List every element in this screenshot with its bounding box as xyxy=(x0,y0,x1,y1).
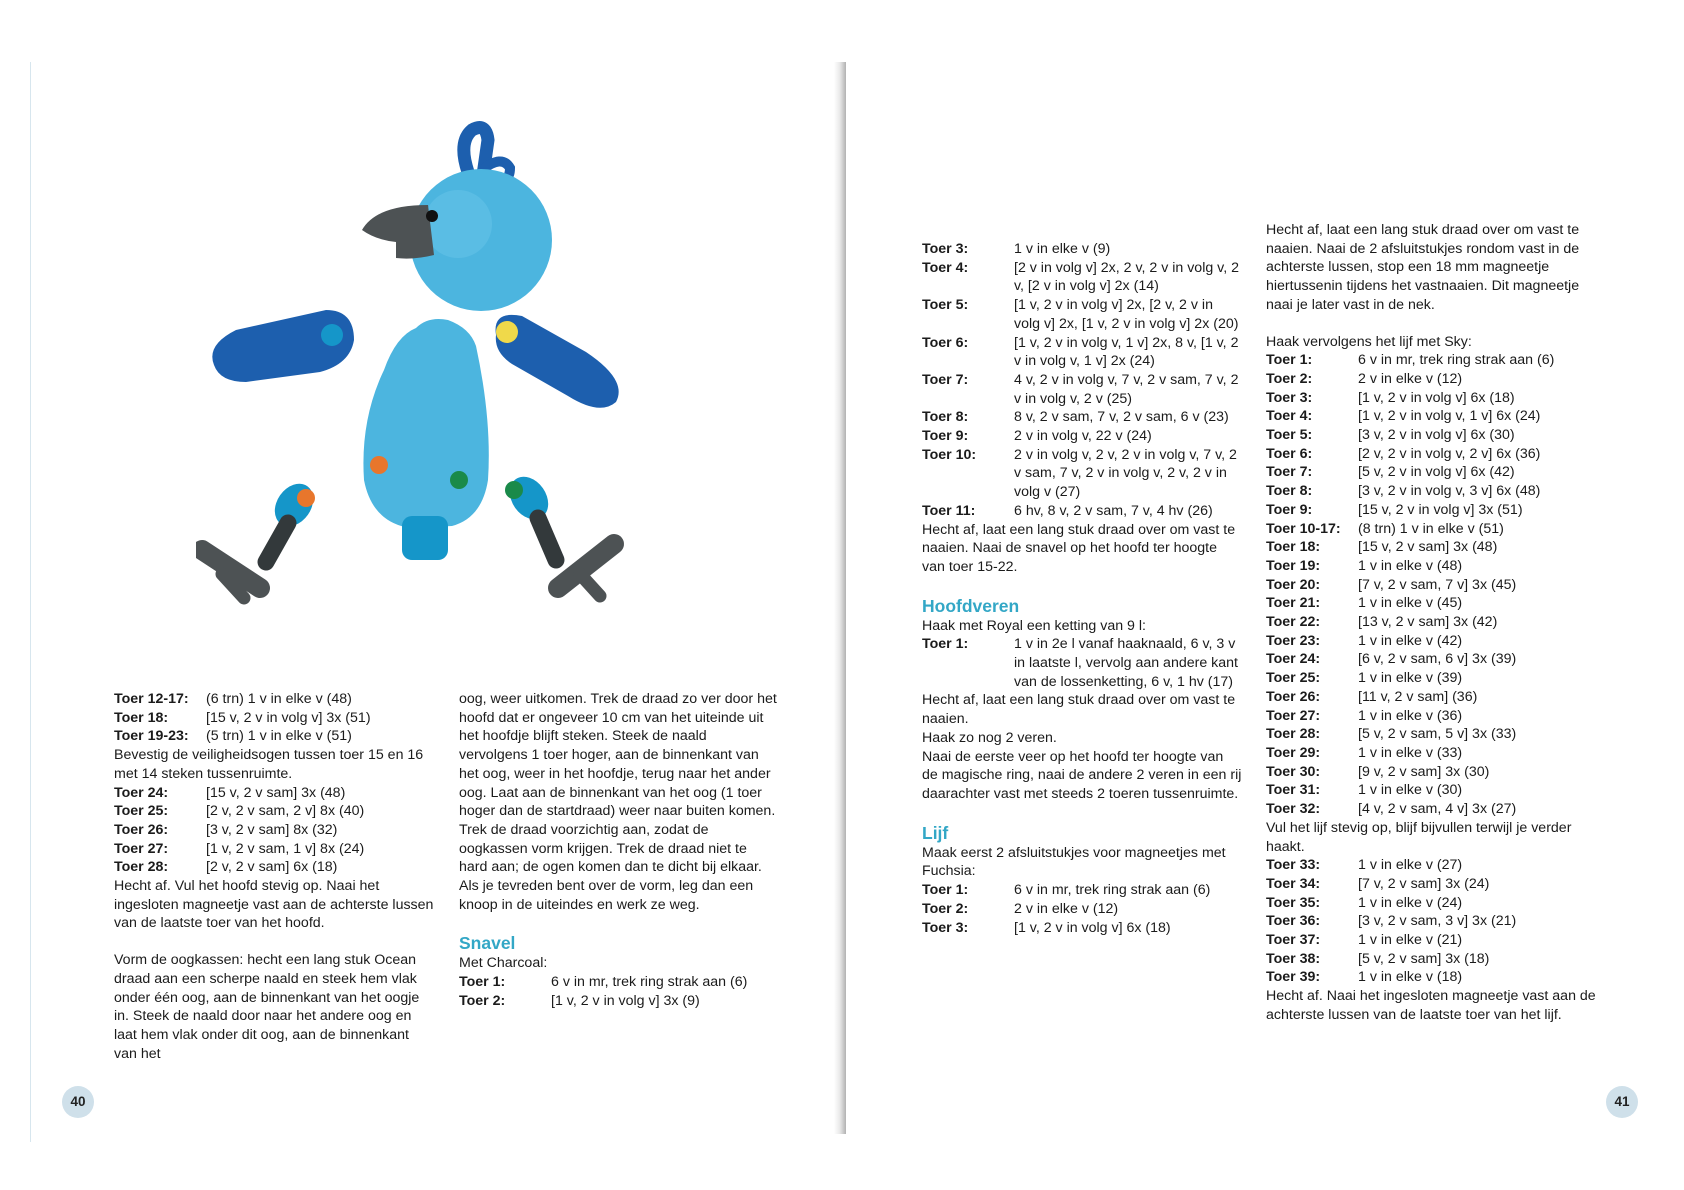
parrot-eye xyxy=(426,210,438,222)
instruction-row xyxy=(1266,725,1598,744)
instruction-row xyxy=(922,919,1242,938)
round-label: Toer 29: xyxy=(1266,744,1321,761)
round-label: Toer 27: xyxy=(1266,707,1321,724)
paragraph: Met Charcoal: xyxy=(459,955,548,972)
right-page xyxy=(846,0,1684,1190)
round-instruction: [2 v, 2 v in volg v, 2 v] 6x (36) xyxy=(1358,445,1541,462)
pattern-column-2 xyxy=(459,690,779,1011)
round-label: Toer 4: xyxy=(1266,408,1313,425)
instruction-row xyxy=(1266,370,1598,389)
round-label: Toer 5: xyxy=(1266,427,1313,444)
instruction-row xyxy=(1266,744,1598,763)
round-instruction: [7 v, 2 v sam, 7 v] 3x (45) xyxy=(1358,576,1517,593)
instruction-row xyxy=(1266,669,1598,688)
round-instruction: (5 trn) 1 v in elke v (51) xyxy=(206,728,352,745)
round-label: Toer 11: xyxy=(922,502,976,519)
round-label: Toer 24: xyxy=(1266,651,1321,668)
round-instruction: (8 trn) 1 v in elke v (51) xyxy=(1358,520,1504,537)
round-instruction: 1 v in elke v (33) xyxy=(1358,744,1463,761)
round-instruction: [3 v, 2 v in volg v] 6x (30) xyxy=(1358,427,1515,444)
round-label: Toer 8: xyxy=(922,409,969,426)
instruction-row xyxy=(1266,445,1598,464)
round-instruction: [4 v, 2 v sam, 4 v] 3x (27) xyxy=(1358,801,1517,818)
round-instruction: 8 v, 2 v sam, 7 v, 2 v sam, 6 v (23) xyxy=(1014,409,1229,426)
instruction-row xyxy=(1266,407,1598,426)
instruction-row xyxy=(114,858,434,877)
paragraph: Maak eerst 2 afsluitstukjes voor magneetjes met Fuchsia: xyxy=(922,844,1226,880)
instruction-row xyxy=(1266,557,1598,576)
instruction-row xyxy=(114,784,434,803)
spacer xyxy=(1266,315,1598,333)
round-label: Toer 25: xyxy=(114,803,169,820)
round-label: Toer 3: xyxy=(922,919,969,936)
left-leg xyxy=(202,476,321,598)
paragraph: Vul het lijf stevig op, blijf bijvullen terwijl je verder haakt. xyxy=(1266,819,1572,855)
round-label: Toer 34: xyxy=(1266,875,1321,892)
round-label: Toer 32: xyxy=(1266,801,1321,818)
round-instruction: [9 v, 2 v sam] 3x (30) xyxy=(1358,763,1490,780)
paragraph: Hecht af. Naai het ingesloten magneetje vast aan de achterste lussen van de laatste toer van het lijf. xyxy=(1266,988,1596,1023)
section-heading: Hoofdveren xyxy=(922,595,1020,616)
page-number-right: 41 xyxy=(1606,1086,1638,1118)
paragraph: Haak zo nog 2 veren. xyxy=(922,729,1057,746)
page-edge-line xyxy=(30,62,31,1142)
paragraph: Haak met Royal een ketting van 9 l: xyxy=(922,617,1146,634)
round-instruction: (6 trn) 1 v in elke v (48) xyxy=(206,691,352,707)
instruction-row xyxy=(1266,463,1598,482)
instruction-row xyxy=(1266,426,1598,445)
pattern-column-4 xyxy=(1266,221,1598,1025)
paragraph: Hecht af, laat een lang stuk draad over om vast te naaien. Naai de snavel op het hoofd ter hoogte van toer 15-22. xyxy=(922,521,1236,575)
round-instruction: [15 v, 2 v sam] 3x (48) xyxy=(1358,539,1498,556)
page-number-left: 40 xyxy=(62,1086,94,1118)
instruction-row xyxy=(114,709,434,728)
paragraph: Hecht af, laat een lang stuk draad over om vast te naaien. Naai de 2 afsluitstukjes rondom vast in de achterste lussen, stop een 18 mm magneetje hiertussenin tijdens het vastnaaien. Dit magneetje naai je later vast in de nek. xyxy=(1266,222,1580,313)
round-instruction: [1 v, 2 v in volg v, 1 v] 6x (24) xyxy=(1358,408,1541,425)
round-label: Toer 7: xyxy=(1266,464,1313,481)
paragraph: Haak vervolgens het lijf met Sky: xyxy=(1266,333,1472,350)
round-label: Toer 10-17: xyxy=(1266,520,1341,537)
round-label: Toer 39: xyxy=(1266,969,1321,986)
instruction-row xyxy=(1266,875,1598,894)
round-label: Toer 23: xyxy=(1266,632,1321,649)
round-instruction: 1 v in elke v (39) xyxy=(1358,670,1463,687)
paragraph: Bevestig de veiligheidsogen tussen toer 15 en 16 met 14 steken tussenruimte. xyxy=(114,747,424,782)
round-label: Toer 38: xyxy=(1266,950,1321,967)
round-label: Toer 21: xyxy=(1266,595,1321,612)
round-instruction: 6 v in mr, trek ring strak aan (6) xyxy=(1014,882,1211,899)
round-instruction: [15 v, 2 v sam] 3x (48) xyxy=(206,784,346,801)
round-instruction: 6 hv, 8 v, 2 v sam, 7 v, 4 hv (26) xyxy=(1014,502,1213,519)
round-label: Toer 26: xyxy=(1266,688,1321,705)
instruction-row xyxy=(459,973,779,992)
instruction-row xyxy=(1266,968,1598,987)
instruction-row xyxy=(922,259,1242,296)
round-label: Toer 19-23: xyxy=(114,728,189,745)
round-instruction: [1 v, 2 v in volg v] 6x (18) xyxy=(1358,389,1515,406)
round-label: Toer 1: xyxy=(922,636,969,653)
round-instruction: [1 v, 2 v in volg v] 2x, [2 v, 2 v in volg v] 2x, [1 v, 2 v in volg v] 2x (20) xyxy=(1014,297,1239,332)
round-label: Toer 30: xyxy=(1266,763,1321,780)
round-label: Toer 5: xyxy=(922,297,969,314)
round-instruction: 4 v, 2 v in volg v, 7 v, 2 v sam, 7 v, 2 v in volg v, 2 v (25) xyxy=(1014,371,1239,407)
right-wing xyxy=(496,315,619,408)
round-label: Toer 24: xyxy=(114,784,169,801)
round-label: Toer 10: xyxy=(922,446,977,463)
round-label: Toer 7: xyxy=(922,371,969,388)
round-instruction: [3 v, 2 v sam, 3 v] 3x (21) xyxy=(1358,913,1517,930)
instruction-row xyxy=(114,690,434,709)
round-label: Toer 9: xyxy=(1266,501,1313,518)
instruction-row xyxy=(1266,594,1598,613)
round-instruction: 1 v in elke v (48) xyxy=(1358,557,1463,574)
instruction-row xyxy=(1266,800,1598,819)
round-instruction: [5 v, 2 v sam] 3x (18) xyxy=(1358,950,1490,967)
round-instruction: 1 v in elke v (9) xyxy=(1014,241,1111,257)
round-instruction: 1 v in 2e l vanaf haaknaald, 6 v, 3 v in laatste l, vervolg aan andere kant van de lossenketting, 6 v, 1 hv (17) xyxy=(1014,636,1238,690)
round-instruction: 2 v in volg v, 2 v, 2 v in volg v, 7 v, 2 v sam, 7 v, 2 v in volg v, 2 v, 2 v in volg v (27) xyxy=(1014,446,1237,501)
instruction-row xyxy=(114,840,434,859)
instruction-row xyxy=(922,334,1242,371)
round-label: Toer 37: xyxy=(1266,932,1321,949)
instruction-row xyxy=(922,408,1242,427)
round-label: Toer 25: xyxy=(1266,670,1321,687)
round-label: Toer 35: xyxy=(1266,894,1321,911)
round-instruction: [15 v, 2 v in volg v] 3x (51) xyxy=(206,709,371,726)
paragraph: Hecht af. Vul het hoofd stevig op. Naai het ingesloten magneetje vast aan de achterste lussen van de laatste toer van het hoofd. xyxy=(114,878,434,932)
round-instruction: [2 v, 2 v sam, 2 v] 8x (40) xyxy=(206,803,365,820)
instruction-row xyxy=(922,427,1242,446)
section-heading: Lijf xyxy=(922,822,949,843)
round-instruction: 2 v in volg v, 22 v (24) xyxy=(1014,428,1152,445)
round-label: Toer 1: xyxy=(459,974,506,991)
round-instruction: 6 v in mr, trek ring strak aan (6) xyxy=(551,974,748,991)
round-label: Toer 18: xyxy=(114,709,169,726)
pattern-column-1 xyxy=(114,690,434,1063)
round-instruction: [6 v, 2 v sam, 6 v] 3x (39) xyxy=(1358,651,1517,668)
round-instruction: 1 v in elke v (30) xyxy=(1358,782,1463,799)
round-label: Toer 28: xyxy=(114,859,169,876)
instruction-row xyxy=(1266,950,1598,969)
round-label: Toer 26: xyxy=(114,821,169,838)
round-instruction: [2 v in volg v] 2x, 2 v, 2 v in volg v, 2 v, [2 v in volg v] 2x (14) xyxy=(1014,259,1239,295)
round-label: Toer 19: xyxy=(1266,557,1321,574)
round-label: Toer 27: xyxy=(114,840,169,857)
round-label: Toer 28: xyxy=(1266,726,1321,743)
paragraph: Vorm de oogkassen: hecht een lang stuk Ocean draad aan een scherpe naald en steek hem vlak onder één oog, aan de binnenkant van het oogje in. Steek de naald door naar het andere oog en laat hem vlak onder dit oog, aan de binnenkant van het xyxy=(114,952,420,1062)
instruction-row xyxy=(922,635,1242,691)
paragraph: Naai de eerste veer op het hoofd ter hoogte van de magische ring, naai de andere 2 veren in een rij daarachter vast met steeds 2 toeren tussenruimte. xyxy=(922,748,1242,802)
round-instruction: [1 v, 2 v in volg v, 1 v] 2x, 8 v, [1 v, 2 v in volg v, 1 v] 2x (24) xyxy=(1014,334,1239,370)
instruction-row xyxy=(1266,931,1598,950)
round-instruction: [3 v, 2 v sam] 8x (32) xyxy=(206,821,338,838)
instruction-row xyxy=(1266,781,1598,800)
round-instruction: 1 v in elke v (45) xyxy=(1358,595,1463,612)
instruction-row xyxy=(1266,538,1598,557)
instruction-row xyxy=(922,240,1242,259)
instruction-row xyxy=(114,802,434,821)
round-label: Toer 31: xyxy=(1266,782,1321,799)
round-instruction: [1 v, 2 v in volg v] 6x (18) xyxy=(1014,919,1171,936)
instruction-row xyxy=(1266,613,1598,632)
instruction-row xyxy=(1266,707,1598,726)
round-label: Toer 8: xyxy=(1266,483,1313,500)
right-leg xyxy=(502,469,614,596)
instruction-row xyxy=(922,446,1242,502)
paragraph: oog, weer uitkomen. Trek de draad zo ver door het hoofd dat er ongeveer 10 cm van het uiteinde uit het hoofdje blijft steken. Steek de naald vervolgens 1 toer hoger, aan de binnenkant van het oog, weer in het hoofdje, terug naar het ander oog. Laat aan de binnenkant van het oog (1 toer hoger dan de startdraad) weer naar buiten komen. Trek de draad voorzichtig aan, zodat de oogkassen vorm krijgen. Trek de draad niet te hard aan; de ogen komen dan te dicht bij elkaar. Als je tevreden bent over de vorm, leg dan een knoop in de uiteindes en werk ze weg. xyxy=(459,691,777,913)
round-label: Toer 4: xyxy=(922,259,969,276)
instruction-row xyxy=(1266,688,1598,707)
instruction-row xyxy=(922,900,1242,919)
round-instruction: 1 v in elke v (27) xyxy=(1358,857,1463,874)
round-label: Toer 2: xyxy=(1266,370,1313,387)
section-heading: Snavel xyxy=(459,933,516,954)
round-instruction: [11 v, 2 v sam] (36) xyxy=(1358,688,1478,705)
round-instruction: [5 v, 2 v in volg v] 6x (42) xyxy=(1358,464,1515,481)
round-instruction: [3 v, 2 v in volg v, 3 v] 6x (48) xyxy=(1358,483,1541,500)
round-instruction: 1 v in elke v (21) xyxy=(1358,932,1463,949)
round-instruction: 6 v in mr, trek ring strak aan (6) xyxy=(1358,352,1555,369)
round-instruction: 1 v in elke v (24) xyxy=(1358,894,1463,911)
round-label: Toer 22: xyxy=(1266,614,1321,631)
instruction-row xyxy=(1266,351,1598,370)
round-label: Toer 3: xyxy=(1266,389,1313,406)
round-label: Toer 2: xyxy=(459,992,506,1009)
instruction-row xyxy=(1266,520,1598,539)
spacer xyxy=(459,914,779,932)
instruction-row xyxy=(1266,650,1598,669)
parrot-body xyxy=(363,319,488,560)
round-label: Toer 20: xyxy=(1266,576,1321,593)
round-instruction: [13 v, 2 v sam] 3x (42) xyxy=(1358,614,1498,631)
round-label: Toer 3: xyxy=(922,241,969,257)
parrot-beak xyxy=(362,205,434,259)
round-label: Toer 2: xyxy=(922,900,969,917)
round-instruction: 1 v in elke v (42) xyxy=(1358,632,1463,649)
instruction-row xyxy=(1266,576,1598,595)
instruction-row xyxy=(459,992,779,1011)
instruction-row xyxy=(1266,389,1598,408)
round-instruction: [5 v, 2 v sam, 5 v] 3x (33) xyxy=(1358,726,1517,743)
round-instruction: 1 v in elke v (18) xyxy=(1358,969,1463,986)
spacer xyxy=(922,804,1242,822)
round-instruction: 2 v in elke v (12) xyxy=(1014,900,1119,917)
round-label: Toer 36: xyxy=(1266,913,1321,930)
round-label: Toer 6: xyxy=(1266,445,1313,462)
pattern-column-3 xyxy=(922,240,1242,937)
instruction-row xyxy=(922,881,1242,900)
instruction-row xyxy=(922,296,1242,333)
round-label: Toer 33: xyxy=(1266,857,1321,874)
instruction-row xyxy=(1266,894,1598,913)
round-instruction: [15 v, 2 v in volg v] 3x (51) xyxy=(1358,501,1523,518)
instruction-row xyxy=(1266,482,1598,501)
round-instruction: [1 v, 2 v sam, 1 v] 8x (24) xyxy=(206,840,365,857)
spacer xyxy=(922,577,1242,595)
instruction-row xyxy=(1266,632,1598,651)
round-instruction: 2 v in elke v (12) xyxy=(1358,370,1463,387)
round-instruction: [7 v, 2 v sam] 3x (24) xyxy=(1358,875,1490,892)
round-label: Toer 9: xyxy=(922,428,969,445)
round-instruction: [2 v, 2 v sam] 6x (18) xyxy=(206,859,338,876)
instruction-row xyxy=(922,502,1242,521)
round-instruction: [1 v, 2 v in volg v] 3x (9) xyxy=(551,992,700,1009)
round-label: Toer 1: xyxy=(922,882,969,899)
paragraph: Hecht af, laat een lang stuk draad over om vast te naaien. xyxy=(922,692,1236,728)
instruction-row xyxy=(1266,912,1598,931)
crochet-parrot-photo xyxy=(196,120,676,665)
left-wing xyxy=(212,310,354,382)
round-label: Toer 6: xyxy=(922,334,969,351)
round-label: Toer 1: xyxy=(1266,352,1313,369)
instruction-row xyxy=(1266,763,1598,782)
instruction-row xyxy=(114,821,434,840)
instruction-row xyxy=(114,727,434,746)
round-instruction: 1 v in elke v (36) xyxy=(1358,707,1463,724)
instruction-row xyxy=(1266,501,1598,520)
round-label: Toer 12-17: xyxy=(114,691,189,707)
instruction-row xyxy=(922,371,1242,408)
round-label: Toer 18: xyxy=(1266,539,1321,556)
instruction-row xyxy=(1266,856,1598,875)
spacer xyxy=(114,933,434,951)
